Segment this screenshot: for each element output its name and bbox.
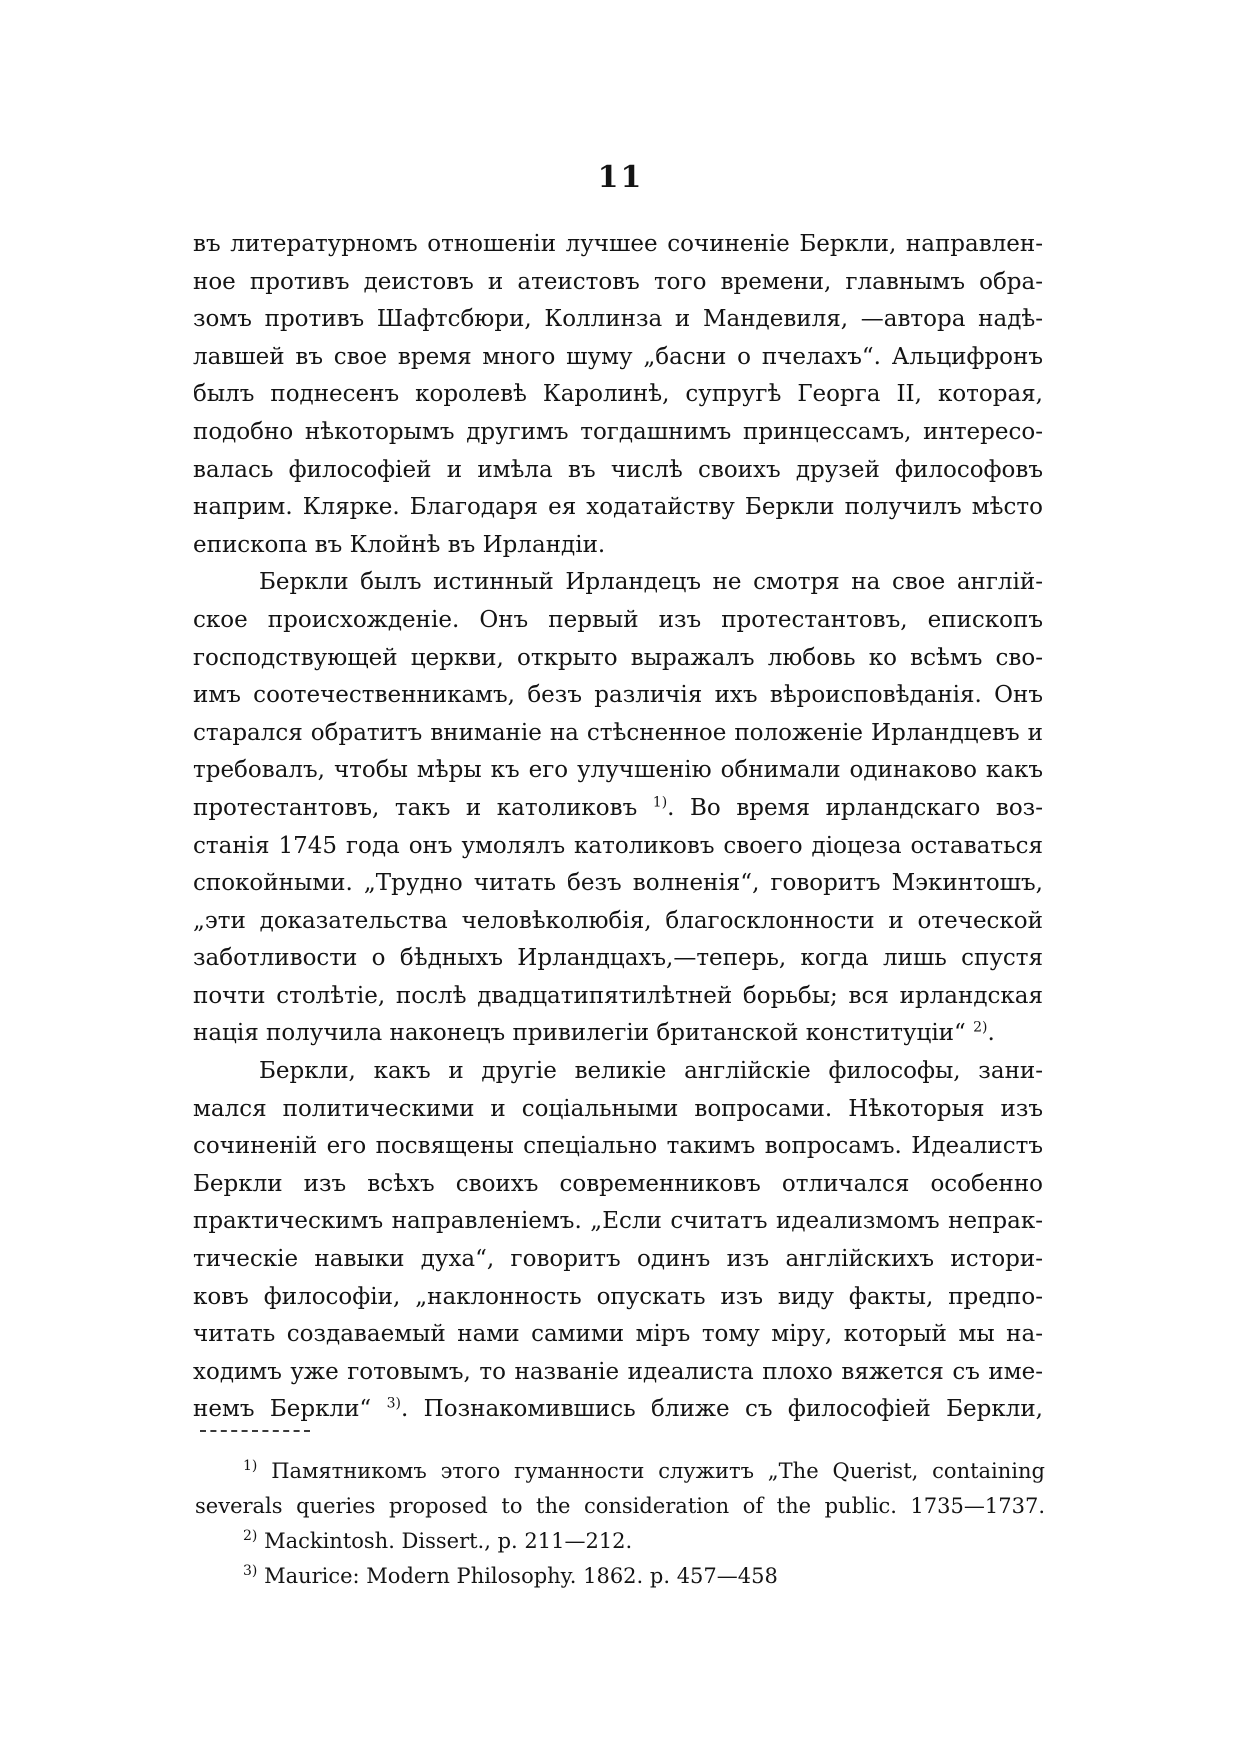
text-segment: . Познакомившись ближе съ философiей Беркли, (400, 1396, 1043, 1423)
text-line: ковъ философiи, „наклонность опускать изъ виду факты, предпо- (193, 1283, 1043, 1310)
paragraph-1 (193, 226, 1043, 564)
text-line (193, 790, 1043, 828)
footnote-marker: 3) (243, 1563, 258, 1579)
text-line: въ литературномъ отношенiи лучшее сочиненiе Беркли, направлен- (193, 231, 1043, 257)
text-line: практическимъ направленiемъ. „Если считатъ идеализмомъ непрак- (193, 1208, 1043, 1235)
text-line: заботливости о бѣдныхъ Ирландцахъ,—теперь, когда лишь спустя (193, 945, 1043, 972)
text-segment: немъ Беркли“ (193, 1396, 372, 1423)
footnote-1 (195, 1454, 1045, 1489)
text-line: былъ поднесенъ королевѣ Каролинѣ, супругѣ Георга II, которая, (193, 381, 1043, 408)
text-line: подобно нѣкоторымъ другимъ тогдашнимъ принцессамъ, интересо- (193, 418, 1043, 445)
text-line: требовалъ, чтобы мѣры къ его улучшенiю обнимали одинаково какъ (193, 757, 1043, 784)
text-line: старался обратитъ вниманiе на стѣсненное положенiе Ирландцевъ и (193, 719, 1043, 746)
text-line: нацiя получила наконецъ привилегiи британской конституцiи“ $^{2)}$. (193, 1019, 995, 1047)
text-line: „эти доказательства человѣколюбiя, благосклонности и отеческой (193, 907, 1043, 934)
footnote-2 (195, 1524, 1045, 1559)
text-line: лавшей въ свое время много шуму „басни о пчелахъ“. Альцифронъ (193, 343, 1043, 370)
text-line: почти столѣтiе, послѣ двадцатипятилѣтней борьбы; вся ирландская (193, 982, 1043, 1009)
footnote-ref-2[interactable]: 2) (973, 1019, 988, 1036)
text-segment: протестантовъ, такъ и католиковъ (193, 794, 638, 821)
text-line: имъ соотечественникамъ, безъ различiя ихъ вѣроисповѣданiя. Онъ (193, 682, 1043, 709)
text-segment: . Во время ирландскаго воз- (667, 794, 1043, 821)
footnote-marker: 2) (243, 1528, 258, 1544)
footnote-text: Maurice: Modern Philosophy. 1862. p. 457—458 (264, 1564, 778, 1588)
text-line: ходимъ уже готовымъ, то названiе идеалиста плохо вяжется съ име- (193, 1358, 1043, 1385)
text-line: Беркли изъ всѣхъ своихъ современниковъ отличался особенно (193, 1170, 1043, 1197)
text-segment: нацiя получила наконецъ привилегiи британской конституцiи“ (193, 1020, 966, 1047)
main-text (193, 226, 1043, 1429)
footnotes (195, 1454, 1045, 1594)
text-line: мался политическими и соцiальными вопросами. Нѣкоторыя изъ (193, 1095, 1043, 1122)
text-line: господствующей церкви, открыто выражалъ любовь ко всѣмъ сво- (193, 644, 1043, 671)
text-line: епископа въ Клойнѣ въ Ирландiи. (193, 531, 606, 558)
footnote-ref-3[interactable]: 3) (386, 1395, 401, 1412)
text-line: спокойными. „Трудно читать безъ волненiя“, говоритъ Мэкинтошъ, (193, 870, 1043, 897)
paragraph-2 (193, 564, 1043, 1053)
paragraph-3 (193, 1053, 1043, 1429)
text-line: Беркли былъ истинный Ирландецъ не смотря на свое англiй- (259, 569, 1043, 596)
text-line: наприм. Клярке. Благодаря ея ходатайству Беркли получилъ мѣсто (193, 494, 1043, 521)
text-line: ное противъ деистовъ и атеистовъ того времени, главнымъ обра- (193, 268, 1043, 295)
footnote-1-continued: severals queries proposed to the consideration of the public. 1735—1737. (195, 1494, 1045, 1518)
footnote-3 (195, 1559, 1045, 1594)
text-line: ское происхожденiе. Онъ первый изъ протестантовъ, епископъ (193, 606, 1043, 633)
text-line: Беркли, какъ и другiе великiе англiйскiе философы, зани- (259, 1058, 1043, 1085)
footnote-ref-1[interactable]: 1) (652, 794, 668, 811)
footnote-marker: 1) (243, 1458, 258, 1474)
text-line: станiя 1745 года онъ умолялъ католиковъ своего дiоцеза оставаться (193, 832, 1043, 859)
text-line: тическiе навыки духа“, говоритъ одинъ изъ англiйскихъ истори- (193, 1246, 1043, 1273)
text-line: зомъ противъ Шафтсбюри, Коллинза и Мандевиля, —автора надѣ- (193, 306, 1043, 333)
text-line: валась философiей и имѣла въ числѣ своихъ друзей философовъ (193, 456, 1043, 483)
text-line: читать создаваемый нами самими мiръ тому мiру, который мы на- (193, 1321, 1043, 1348)
footnote-text: Памятникомъ этого гуманности служитъ „The Querist, containing (271, 1459, 1045, 1483)
footnote-text: Mackintosh. Dissert., p. 211—212. (264, 1529, 633, 1553)
text-line (193, 1391, 1043, 1429)
text-line: сочиненiй его посвящены спецiально такимъ вопросамъ. Идеалистъ (193, 1133, 1043, 1160)
page-number: 11 (597, 160, 644, 195)
footnote-separator (200, 1430, 310, 1432)
